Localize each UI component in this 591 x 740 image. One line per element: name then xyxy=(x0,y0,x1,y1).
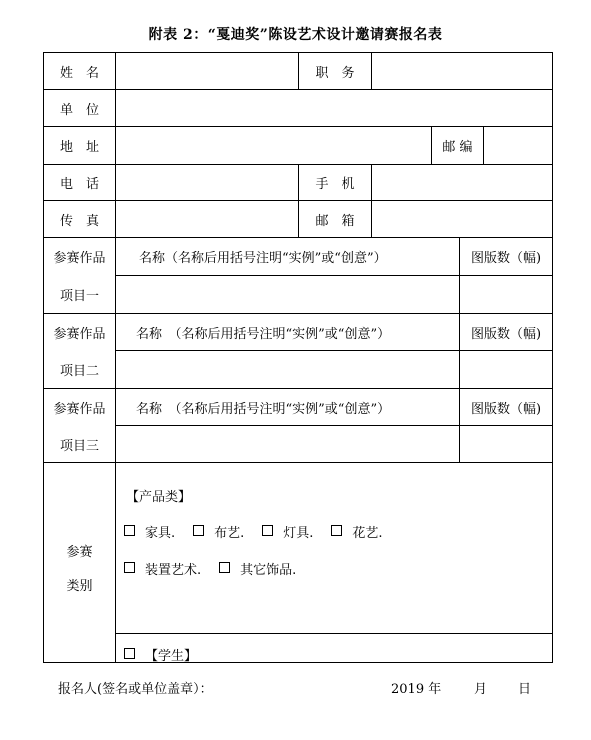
product-category-header: 【产品类】 xyxy=(126,489,192,505)
mobile-label: 手 机 xyxy=(315,177,355,192)
signer-label: 报名人(签名或单位盖章）： xyxy=(58,682,213,697)
form-title: 附表 2：“戛迪奖”陈设艺术设计邀请赛报名表 xyxy=(148,27,443,43)
phone-field[interactable] xyxy=(116,165,298,200)
lighting-label: 灯具. xyxy=(283,525,314,541)
product-options-row1 xyxy=(124,521,401,541)
work2-count-header: 图版数（幅) xyxy=(470,326,542,342)
option-furniture[interactable] xyxy=(124,522,175,541)
furniture-label: 家具. xyxy=(145,525,176,541)
floral-label: 花艺. xyxy=(352,525,383,541)
furniture-checkbox[interactable] xyxy=(124,525,135,536)
fabric-label: 布艺. xyxy=(214,525,245,541)
work2-label-bottom: 项目二 xyxy=(59,364,99,379)
fabric-checkbox[interactable] xyxy=(193,525,204,536)
work3-name-header: 名称 （名称后用括号注明“实例”或“创意”） xyxy=(136,401,391,417)
student-checkbox[interactable] xyxy=(124,648,135,659)
postcode-field[interactable] xyxy=(484,127,552,164)
fax-label: 传 真 xyxy=(59,213,99,229)
installation-art-checkbox[interactable] xyxy=(124,562,135,573)
name-label: 姓 名 xyxy=(59,65,99,81)
student-option[interactable] xyxy=(124,644,197,664)
name-field[interactable] xyxy=(116,53,298,89)
work2-name-header: 名称 （名称后用括号注明“实例”或“创意”） xyxy=(136,326,391,342)
month-label: 月 xyxy=(474,682,488,697)
work1-count-field[interactable] xyxy=(460,276,552,313)
address-label: 地 址 xyxy=(59,140,99,155)
email-label: 邮 箱 xyxy=(315,213,355,229)
mobile-field[interactable] xyxy=(372,165,552,200)
fax-field[interactable] xyxy=(116,201,298,237)
work2-name-field[interactable] xyxy=(116,351,459,388)
registration-form-table xyxy=(43,52,553,663)
day-label: 日 xyxy=(518,682,532,697)
work3-label-top: 参赛作品 xyxy=(53,401,106,417)
unit-label: 单 位 xyxy=(59,102,99,118)
postcode-label: 邮 编 xyxy=(442,140,473,155)
student-label: 【学生】 xyxy=(145,648,198,664)
installation-art-label: 装置艺术. xyxy=(145,562,202,578)
address-field[interactable] xyxy=(116,127,431,164)
category-label-bottom: 类别 xyxy=(66,578,93,594)
work3-count-header: 图版数（幅) xyxy=(470,401,542,417)
work1-label-bottom: 项目一 xyxy=(59,289,99,304)
option-lighting[interactable] xyxy=(262,522,313,541)
work1-name-header: 名称（名称后用括号注明“实例”或“创意”） xyxy=(139,251,387,266)
other-decor-checkbox[interactable] xyxy=(219,562,230,573)
work1-label-top: 参赛作品 xyxy=(53,251,106,266)
category-label-top: 参赛 xyxy=(66,544,93,560)
other-decor-label: 其它饰品. xyxy=(240,562,297,578)
phone-label: 电 话 xyxy=(59,177,99,192)
position-field[interactable] xyxy=(372,53,552,89)
work1-count-header: 图版数（幅) xyxy=(470,251,542,266)
year-label: 2019 年 xyxy=(391,682,442,697)
option-floral[interactable] xyxy=(331,522,382,541)
email-field[interactable] xyxy=(372,201,552,237)
option-installation-art[interactable] xyxy=(124,559,201,578)
work3-label-bottom: 项目三 xyxy=(59,438,99,454)
work2-label-top: 参赛作品 xyxy=(53,326,106,342)
work2-count-field[interactable] xyxy=(460,351,552,388)
work3-count-field[interactable] xyxy=(460,426,552,462)
position-label: 职 务 xyxy=(315,65,355,81)
lighting-checkbox[interactable] xyxy=(262,525,273,536)
unit-field[interactable] xyxy=(116,90,552,126)
option-fabric[interactable] xyxy=(193,522,244,541)
floral-checkbox[interactable] xyxy=(331,525,342,536)
work1-name-field[interactable] xyxy=(116,276,459,313)
product-options-row2 xyxy=(124,558,314,578)
work3-name-field[interactable] xyxy=(116,426,459,462)
option-other-decor[interactable] xyxy=(219,559,296,578)
